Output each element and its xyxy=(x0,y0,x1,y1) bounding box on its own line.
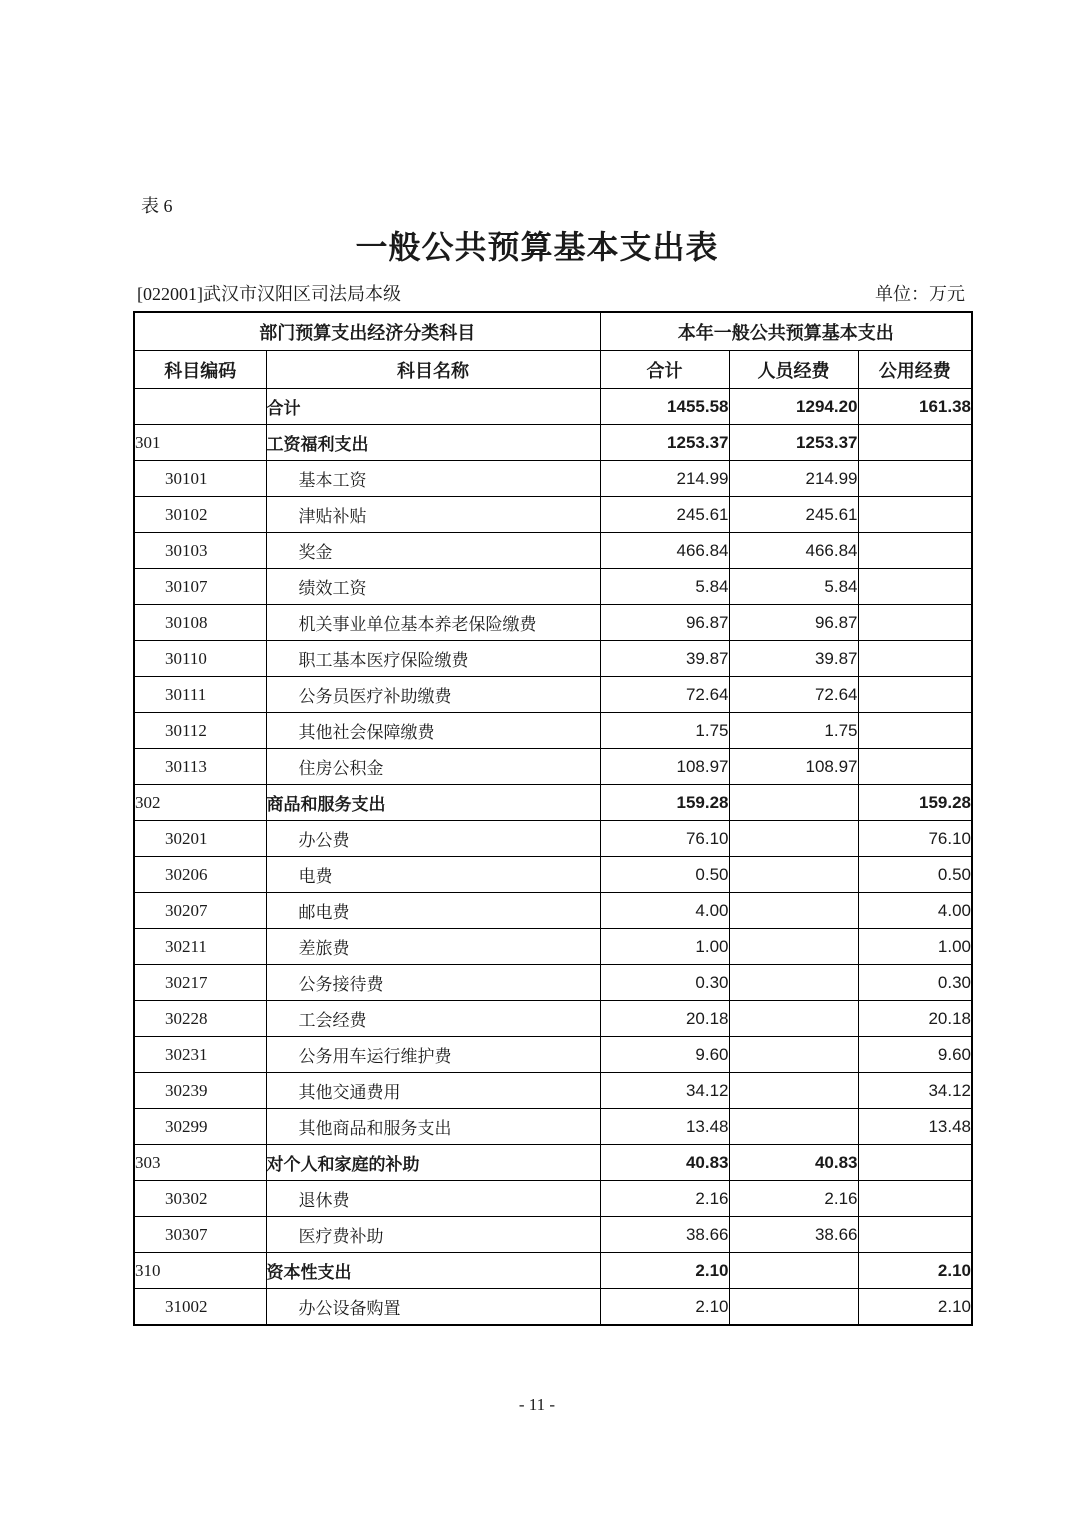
subject-code-cell: 310 xyxy=(134,1253,266,1289)
subject-name-cell: 公务接待费 xyxy=(266,965,600,1001)
personnel-expense-cell xyxy=(729,1001,858,1037)
total-cell: 2.10 xyxy=(600,1253,729,1289)
subject-code-cell: 30201 xyxy=(134,821,266,857)
organization-name: [022001]武汉市汉阳区司法局本级 xyxy=(137,284,401,304)
table-row xyxy=(134,821,972,857)
subject-code-cell: 30110 xyxy=(134,641,266,677)
subject-code-cell: 30207 xyxy=(134,893,266,929)
public-expense-cell xyxy=(858,533,972,569)
table-row xyxy=(134,497,972,533)
subject-name-cell: 住房公积金 xyxy=(266,749,600,785)
table-row xyxy=(134,785,972,821)
column-header-total: 合计 xyxy=(600,351,729,389)
total-cell: 1.75 xyxy=(600,713,729,749)
public-expense-cell xyxy=(858,569,972,605)
public-expense-cell xyxy=(858,1145,972,1181)
public-expense-cell: 76.10 xyxy=(858,821,972,857)
table-row xyxy=(134,461,972,497)
subject-code-cell: 30102 xyxy=(134,497,266,533)
subject-name-cell: 津贴补贴 xyxy=(266,497,600,533)
total-cell: 4.00 xyxy=(600,893,729,929)
subject-name-cell: 医疗费补助 xyxy=(266,1217,600,1253)
subject-name-cell: 资本性支出 xyxy=(266,1253,600,1289)
subject-name-cell: 公务用车运行维护费 xyxy=(266,1037,600,1073)
subject-name-cell: 其他交通费用 xyxy=(266,1073,600,1109)
personnel-expense-cell: 96.87 xyxy=(729,605,858,641)
subject-name-cell: 办公设备购置 xyxy=(266,1289,600,1326)
subject-name-cell: 其他社会保障缴费 xyxy=(266,713,600,749)
table-header xyxy=(134,312,972,389)
column-header-public: 公用经费 xyxy=(858,351,972,389)
total-cell: 0.30 xyxy=(600,965,729,1001)
total-cell: 2.10 xyxy=(600,1289,729,1326)
subject-code-cell: 30217 xyxy=(134,965,266,1001)
table-row xyxy=(134,1181,972,1217)
subject-code-cell: 301 xyxy=(134,425,266,461)
meta-row xyxy=(137,280,965,306)
table-row xyxy=(134,1001,972,1037)
public-expense-cell xyxy=(858,461,972,497)
table-row xyxy=(134,929,972,965)
personnel-expense-cell: 466.84 xyxy=(729,533,858,569)
personnel-expense-cell xyxy=(729,1073,858,1109)
subject-code-cell: 30302 xyxy=(134,1181,266,1217)
table-row xyxy=(134,1253,972,1289)
personnel-expense-cell xyxy=(729,1037,858,1073)
public-expense-cell: 4.00 xyxy=(858,893,972,929)
column-header-name: 科目名称 xyxy=(266,351,600,389)
subject-code-cell: 30101 xyxy=(134,461,266,497)
total-cell: 39.87 xyxy=(600,641,729,677)
subject-name-cell: 公务员医疗补助缴费 xyxy=(266,677,600,713)
subject-code-cell: 303 xyxy=(134,1145,266,1181)
personnel-expense-cell xyxy=(729,1253,858,1289)
total-cell: 245.61 xyxy=(600,497,729,533)
personnel-expense-cell: 1294.20 xyxy=(729,389,858,425)
subject-code-cell: 30112 xyxy=(134,713,266,749)
public-expense-cell xyxy=(858,641,972,677)
table-row xyxy=(134,857,972,893)
total-cell: 34.12 xyxy=(600,1073,729,1109)
table-row xyxy=(134,569,972,605)
column-header-code: 科目编码 xyxy=(134,351,266,389)
subject-name-cell: 职工基本医疗保险缴费 xyxy=(266,641,600,677)
public-expense-cell: 161.38 xyxy=(858,389,972,425)
personnel-expense-cell: 2.16 xyxy=(729,1181,858,1217)
personnel-expense-cell: 5.84 xyxy=(729,569,858,605)
personnel-expense-cell: 72.64 xyxy=(729,677,858,713)
personnel-expense-cell xyxy=(729,821,858,857)
subject-code-cell: 30206 xyxy=(134,857,266,893)
subject-name-cell: 商品和服务支出 xyxy=(266,785,600,821)
personnel-expense-cell: 214.99 xyxy=(729,461,858,497)
public-expense-cell: 2.10 xyxy=(858,1289,972,1326)
personnel-expense-cell: 38.66 xyxy=(729,1217,858,1253)
total-cell: 13.48 xyxy=(600,1109,729,1145)
table-row xyxy=(134,1037,972,1073)
public-expense-cell xyxy=(858,425,972,461)
personnel-expense-cell xyxy=(729,1109,858,1145)
personnel-expense-cell: 39.87 xyxy=(729,641,858,677)
subject-name-cell: 绩效工资 xyxy=(266,569,600,605)
total-cell: 96.87 xyxy=(600,605,729,641)
table-row xyxy=(134,425,972,461)
unit-label: 单位：万元 xyxy=(875,284,965,304)
total-cell: 1.00 xyxy=(600,929,729,965)
subject-code-cell: 30307 xyxy=(134,1217,266,1253)
public-expense-cell: 9.60 xyxy=(858,1037,972,1073)
public-expense-cell xyxy=(858,605,972,641)
subject-name-cell: 工资福利支出 xyxy=(266,425,600,461)
group-header-row xyxy=(134,312,972,351)
total-cell: 40.83 xyxy=(600,1145,729,1181)
subject-name-cell: 工会经费 xyxy=(266,1001,600,1037)
subject-name-cell: 奖金 xyxy=(266,533,600,569)
subject-code-cell: 30231 xyxy=(134,1037,266,1073)
subject-name-cell: 办公费 xyxy=(266,821,600,857)
personnel-expense-cell: 40.83 xyxy=(729,1145,858,1181)
total-cell: 72.64 xyxy=(600,677,729,713)
personnel-expense-cell: 108.97 xyxy=(729,749,858,785)
table-row xyxy=(134,1289,972,1326)
public-expense-cell: 0.30 xyxy=(858,965,972,1001)
budget-table xyxy=(133,311,973,1326)
public-expense-cell xyxy=(858,677,972,713)
group-header-classification: 部门预算支出经济分类科目 xyxy=(134,312,600,351)
subject-code-cell: 30239 xyxy=(134,1073,266,1109)
table-row xyxy=(134,1073,972,1109)
total-cell: 5.84 xyxy=(600,569,729,605)
group-header-budget: 本年一般公共预算基本支出 xyxy=(600,312,972,351)
table-row xyxy=(134,677,972,713)
total-cell: 2.16 xyxy=(600,1181,729,1217)
total-cell: 108.97 xyxy=(600,749,729,785)
public-expense-cell: 0.50 xyxy=(858,857,972,893)
subject-code-cell: 31002 xyxy=(134,1289,266,1326)
table-row xyxy=(134,1109,972,1145)
subject-name-cell: 电费 xyxy=(266,857,600,893)
subject-code-cell: 30113 xyxy=(134,749,266,785)
subject-code-cell xyxy=(134,389,266,425)
table-body xyxy=(134,389,972,1326)
subject-code-cell: 30103 xyxy=(134,533,266,569)
personnel-expense-cell: 1253.37 xyxy=(729,425,858,461)
table-row xyxy=(134,1217,972,1253)
table-row xyxy=(134,389,972,425)
total-cell: 0.50 xyxy=(600,857,729,893)
total-cell: 214.99 xyxy=(600,461,729,497)
personnel-expense-cell xyxy=(729,1289,858,1326)
subject-code-cell: 30211 xyxy=(134,929,266,965)
total-cell: 20.18 xyxy=(600,1001,729,1037)
table-row xyxy=(134,641,972,677)
subject-name-cell: 基本工资 xyxy=(266,461,600,497)
total-cell: 1253.37 xyxy=(600,425,729,461)
subject-name-cell: 退休费 xyxy=(266,1181,600,1217)
subject-code-cell: 30108 xyxy=(134,605,266,641)
personnel-expense-cell xyxy=(729,857,858,893)
personnel-expense-cell xyxy=(729,893,858,929)
table-row xyxy=(134,713,972,749)
subject-name-cell: 邮电费 xyxy=(266,893,600,929)
subject-name-cell: 合计 xyxy=(266,389,600,425)
subject-name-cell: 机关事业单位基本养老保险缴费 xyxy=(266,605,600,641)
public-expense-cell xyxy=(858,497,972,533)
personnel-expense-cell xyxy=(729,929,858,965)
public-expense-cell xyxy=(858,1217,972,1253)
subject-code-cell: 302 xyxy=(134,785,266,821)
table-row xyxy=(134,893,972,929)
total-cell: 38.66 xyxy=(600,1217,729,1253)
total-cell: 9.60 xyxy=(600,1037,729,1073)
page-number: - 11 - xyxy=(518,1395,556,1414)
subject-name-cell: 其他商品和服务支出 xyxy=(266,1109,600,1145)
table-number-label: 表 6 xyxy=(141,196,173,216)
public-expense-cell: 20.18 xyxy=(858,1001,972,1037)
subject-code-cell: 30228 xyxy=(134,1001,266,1037)
public-expense-cell: 1.00 xyxy=(858,929,972,965)
personnel-expense-cell: 1.75 xyxy=(729,713,858,749)
public-expense-cell xyxy=(858,749,972,785)
subject-code-cell: 30107 xyxy=(134,569,266,605)
total-cell: 159.28 xyxy=(600,785,729,821)
subject-name-cell: 对个人和家庭的补助 xyxy=(266,1145,600,1181)
personnel-expense-cell: 245.61 xyxy=(729,497,858,533)
personnel-expense-cell xyxy=(729,965,858,1001)
column-header-personnel: 人员经费 xyxy=(729,351,858,389)
subject-code-cell: 30111 xyxy=(134,677,266,713)
table-row xyxy=(134,965,972,1001)
subject-code-cell: 30299 xyxy=(134,1109,266,1145)
public-expense-cell: 159.28 xyxy=(858,785,972,821)
table-row xyxy=(134,533,972,569)
table-row xyxy=(134,749,972,785)
public-expense-cell: 13.48 xyxy=(858,1109,972,1145)
total-cell: 1455.58 xyxy=(600,389,729,425)
column-header-row xyxy=(134,351,972,389)
page-title: 一般公共预算基本支出表 xyxy=(355,229,719,265)
subject-name-cell: 差旅费 xyxy=(266,929,600,965)
personnel-expense-cell xyxy=(729,785,858,821)
public-expense-cell: 2.10 xyxy=(858,1253,972,1289)
table-row xyxy=(134,1145,972,1181)
total-cell: 76.10 xyxy=(600,821,729,857)
total-cell: 466.84 xyxy=(600,533,729,569)
table-row xyxy=(134,605,972,641)
public-expense-cell xyxy=(858,1181,972,1217)
public-expense-cell: 34.12 xyxy=(858,1073,972,1109)
public-expense-cell xyxy=(858,713,972,749)
